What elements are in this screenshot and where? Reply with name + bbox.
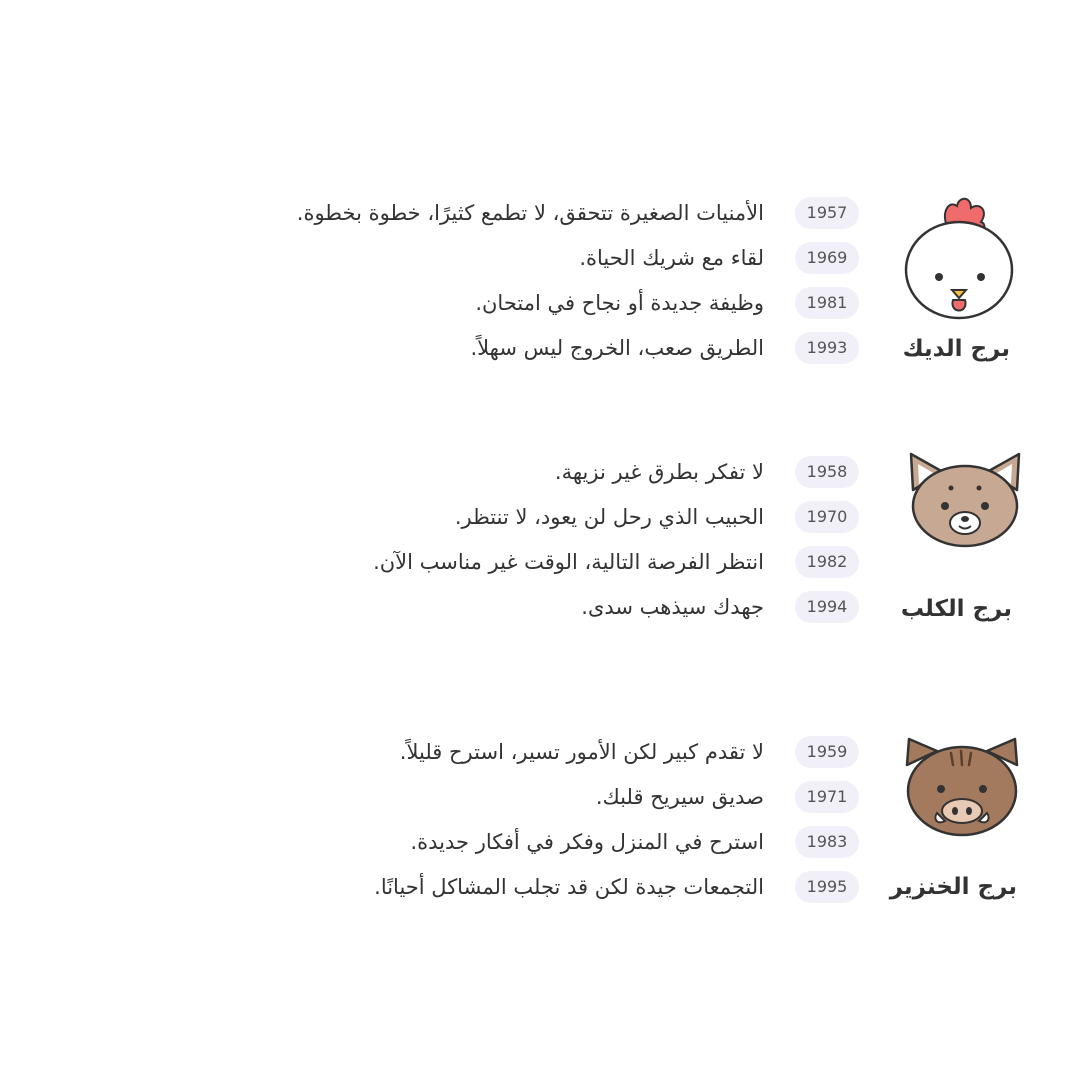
fortune-text: الطريق صعب، الخروج ليس سهلاً.	[470, 336, 764, 360]
fortune-text: انتظر الفرصة التالية، الوقت غير مناسب الآن.	[373, 550, 764, 574]
year-badge: 1982	[795, 546, 859, 578]
sign-name-boar: برج الخنزير	[889, 874, 1017, 900]
fortune-row	[0, 822, 1080, 862]
fortune-text: وظيفة جديدة أو نجاح في امتحان.	[475, 291, 764, 315]
fortune-text: جهدك سيذهب سدى.	[581, 595, 764, 619]
year-badge: 1957	[795, 197, 859, 229]
fortune-row	[0, 732, 1080, 772]
fortune-row	[0, 238, 1080, 278]
year-badge: 1983	[795, 826, 859, 858]
year-badge: 1993	[795, 332, 859, 364]
fortune-row	[0, 777, 1080, 817]
fortune-row	[0, 283, 1080, 323]
year-badge: 1958	[795, 456, 859, 488]
fortune-row	[0, 193, 1080, 233]
sign-name-dog: برج الكلب	[900, 596, 1012, 622]
fortune-text: التجمعات جيدة لكن قد تجلب المشاكل أحيانًا.	[374, 875, 764, 899]
fortune-text: الحبيب الذي رحل لن يعود، لا تنتظر.	[454, 505, 764, 529]
year-badge: 1959	[795, 736, 859, 768]
fortune-row	[0, 497, 1080, 537]
year-badge: 1981	[795, 287, 859, 319]
sign-name-rooster: برج الديك	[902, 336, 1010, 362]
fortune-text: صديق سيريح قلبك.	[595, 785, 764, 809]
fortune-row	[0, 542, 1080, 582]
fortune-row	[0, 867, 1080, 907]
fortune-row	[0, 328, 1080, 368]
year-badge: 1994	[795, 591, 859, 623]
year-badge: 1969	[795, 242, 859, 274]
fortune-text: الأمنيات الصغيرة تتحقق، لا تطمع كثيرًا، خطوة بخطوة.	[296, 201, 764, 225]
year-badge: 1970	[795, 501, 859, 533]
fortune-text: لا تقدم كبير لكن الأمور تسير، استرح قليلاً.	[399, 740, 764, 764]
year-badge: 1971	[795, 781, 859, 813]
fortune-row	[0, 587, 1080, 627]
year-badge: 1995	[795, 871, 859, 903]
fortune-row	[0, 452, 1080, 492]
fortune-text: استرح في المنزل وفكر في أفكار جديدة.	[410, 830, 764, 854]
fortune-text: لا تفكر بطرق غير نزيهة.	[554, 460, 764, 484]
fortune-text: لقاء مع شريك الحياة.	[579, 246, 764, 270]
